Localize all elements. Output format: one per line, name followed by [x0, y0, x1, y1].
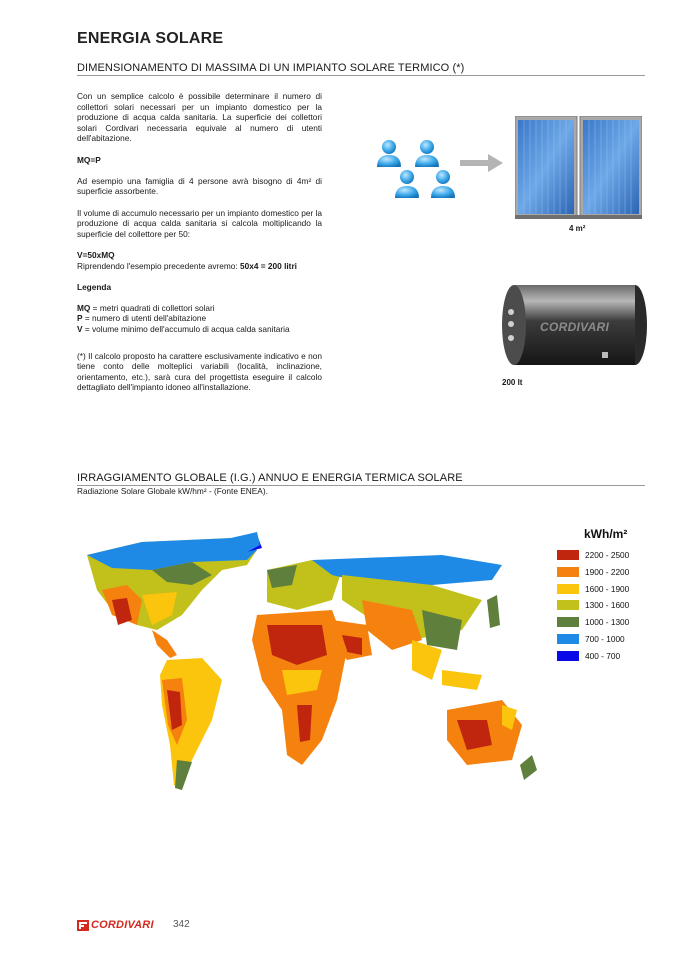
- legend-label: 1900 - 2200: [585, 566, 630, 577]
- legend-row: [557, 583, 629, 595]
- legend-heading: Legenda: [77, 281, 112, 292]
- user-icon: [395, 170, 419, 198]
- legend-swatch: [557, 600, 579, 610]
- legend-row: [557, 633, 625, 645]
- legend-p: [77, 313, 322, 324]
- collector-caption: 4 m²: [569, 224, 586, 233]
- legend-mq: [77, 303, 322, 314]
- page-title: ENERGIA SOLARE: [77, 30, 224, 47]
- users-icon-group: [372, 135, 462, 205]
- legend-p-text: = numero di utenti dell'abitazione: [82, 313, 207, 324]
- legend-swatch: [557, 617, 579, 627]
- formula-v: V=50xMQ: [77, 249, 115, 260]
- solar-radiation-world-map: [82, 530, 542, 800]
- map-subtitle: Radiazione Solare Globale kW/hm² - (Fonte ENEA).: [77, 486, 268, 496]
- legend-swatch: [557, 567, 579, 577]
- page-number: 342: [173, 919, 190, 930]
- tank-caption: 200 lt: [502, 378, 523, 387]
- legend-row: [557, 650, 620, 662]
- formula-mq: MQ=P: [77, 154, 101, 165]
- legend-v-text: = volume minimo dell'accumulo di acqua calda sanitaria: [82, 324, 290, 335]
- cordivari-logo-icon: [77, 920, 89, 931]
- example-paragraph: Ad esempio una famiglia di 4 persone avrà bisogno di 4m² di superficie assorbente.: [77, 175, 322, 197]
- note-paragraph: (*) Il calcolo proposto ha carattere esclusivamente indicativo e non tiene conto delle molteplici variabili (località, inclinazione, orientamento, etc.), sarà cura del progettista eseguire il calcolo dettagliato dell'impianto idoneo all'installazione.: [77, 350, 322, 393]
- legend-swatch: [557, 584, 579, 594]
- example2-paragraph: [77, 261, 322, 272]
- legend-p-key: P: [77, 313, 83, 324]
- legend-label: 1000 - 1300: [585, 617, 630, 628]
- legend-row: [557, 566, 629, 578]
- user-icon: [377, 140, 401, 167]
- legend-label: 400 - 700: [585, 650, 621, 661]
- legend-row: [557, 599, 629, 611]
- footer-brand: CORDIVARI: [91, 919, 154, 931]
- solar-collector-image: [515, 116, 642, 220]
- legend-label: 2200 - 2500: [585, 550, 630, 560]
- section-title-dimensionamento: DIMENSIONAMENTO DI MASSIMA DI UN IMPIANTO SOLARE TERMICO (*): [77, 62, 465, 74]
- user-icon: [431, 170, 455, 198]
- legend-swatch: [557, 634, 579, 644]
- legend-swatch: [557, 550, 579, 560]
- tank-brand-label: CORDIVARI: [540, 320, 610, 334]
- arrow-right-icon: [460, 153, 504, 173]
- legend-label: 1600 - 1900: [585, 583, 630, 594]
- section-divider: [77, 75, 645, 76]
- legend-mq-text: = metri quadrati di collettori solari: [90, 302, 215, 313]
- dimensioning-text: [77, 91, 322, 404]
- legend-v: [77, 324, 322, 335]
- legend-label: 700 - 1000: [585, 634, 625, 644]
- volume-paragraph: Il volume di accumulo necessario per un impianto domestico per la produzione di acqua calda sanitaria si calcola moltiplicando la superficie del collettore per 50:: [77, 207, 322, 239]
- legend-label: 1300 - 1600: [585, 600, 630, 611]
- map-legend-title: kWh/m²: [584, 527, 628, 541]
- footer-logo: [77, 919, 154, 931]
- example2-value: 50x4 = 200 litri: [240, 260, 297, 271]
- section-title-irraggiamento: IRRAGGIAMENTO GLOBALE (I.G.) ANNUO E ENERGIA TERMICA SOLARE: [77, 472, 463, 484]
- legend-v-key: V: [77, 324, 83, 335]
- intro-paragraph: Con un semplice calcolo è possibile determinare il numero di collettori solari necessari per un impianto domestico per la produzione di acqua calda sanitaria. La superficie dei collettori solari Cordivari necessaria equivale al numero di utenti dell'abitazione.: [77, 91, 322, 144]
- legend-mq-key: MQ: [77, 302, 91, 313]
- legend-row: [557, 616, 629, 628]
- legend-row: [557, 549, 629, 561]
- example2-prefix: Riprendendo l'esempio precedente avremo:: [77, 260, 241, 271]
- user-icon: [415, 140, 439, 167]
- legend-swatch: [557, 651, 579, 661]
